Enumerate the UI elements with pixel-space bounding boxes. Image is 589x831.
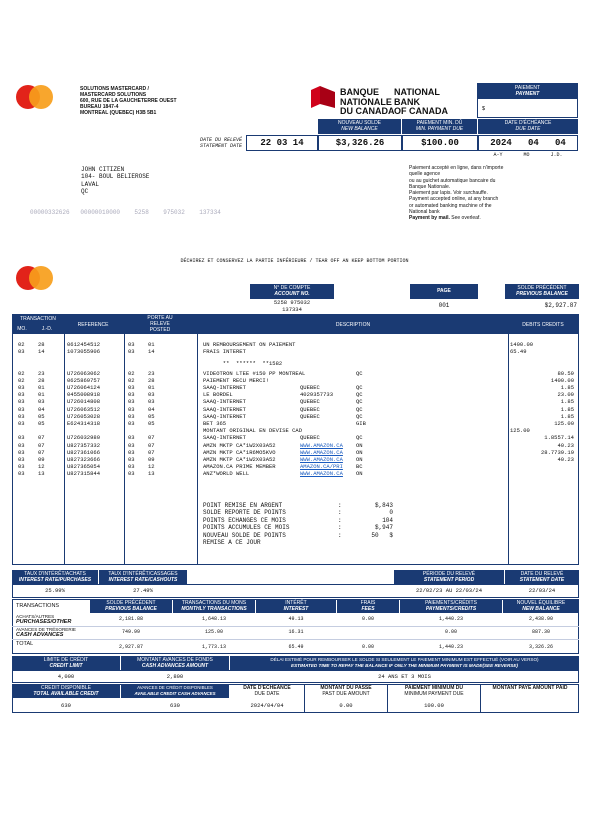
issuer-line: MONTREAL (QUEBEC) H3B 5B1 [80, 110, 157, 116]
amount: 1400.00 [510, 341, 534, 348]
totals-row-label [16, 642, 33, 648]
totals-divider [12, 626, 579, 627]
location: QUEBEC [300, 398, 320, 406]
amount-paid-field[interactable] [481, 699, 578, 712]
description: PAIEMENT RECU MERCI! [203, 376, 270, 384]
min-due: 100.00 [424, 702, 444, 709]
totals-monthly: 1,648.13 [201, 616, 226, 622]
amount: 28.7739.19 [540, 448, 574, 456]
totals-row-label-fr: TOTAL [16, 641, 34, 647]
location: QUEBEC [300, 384, 320, 391]
province: QC [356, 405, 363, 413]
description: AMZN MKTP CA*1R6MO5KVO [203, 448, 276, 456]
totals-prev: 749.99 [121, 629, 140, 635]
province: QC [356, 412, 363, 420]
reference-number: U726063512 [67, 405, 101, 413]
transaction-month: 03 [18, 391, 25, 399]
totals-new: 3,326.26 [528, 644, 553, 650]
points-label: POINTS ACCUMULES CE MOIS [203, 524, 290, 532]
amount: 1.85 [560, 412, 574, 420]
description: SAAQ-INTERNET [203, 434, 246, 442]
payment-label-fr: PAIEMENT [514, 85, 541, 91]
transaction-day: 04 [38, 405, 45, 413]
transaction-day: 14 [38, 348, 45, 356]
posted-month: 02 [128, 376, 135, 384]
reference-number: 1073055906 [67, 348, 101, 356]
purchase-rate: 25.99% [45, 587, 65, 594]
transaction-day: 23 [38, 369, 45, 377]
reference-number: U827361066 [67, 448, 101, 456]
amount: 1400.00 [550, 376, 574, 384]
transaction-month: 03 [18, 405, 25, 413]
customer-address [81, 166, 149, 196]
page-number: 001 [438, 302, 450, 309]
statement-date-header: DATE DU RELEVÉ STATEMENT DATE [505, 570, 579, 584]
account-reference-line: 00000332626 00000010000 5258 975032 137334 [30, 209, 221, 216]
location[interactable]: WWW.AMAZON.CA [300, 441, 343, 449]
transaction-day: 05 [38, 420, 45, 427]
amount: 40.23 [557, 441, 574, 449]
prev-balance-header: SOLDE PRÉCÉDENT PREVIOUS BALANCE [505, 284, 579, 299]
totals-monthly: 1,773.13 [201, 644, 226, 650]
points-colon: : [338, 531, 342, 539]
location[interactable]: WWW.AMAZON.CA [300, 448, 343, 456]
totals-new: 887.30 [531, 629, 550, 635]
description: LE BORDEL [203, 391, 233, 399]
credit-limit-header: LIMITE DE CRÉDIT CREDIT LIMIT [12, 656, 120, 670]
posted-day: 28 [148, 376, 155, 384]
description: AMAZON.CA PRIME MEMBER [203, 463, 276, 471]
cash-rate: 27.49% [133, 587, 153, 594]
totals-row-label [16, 627, 76, 638]
transaction-day: 28 [38, 341, 45, 348]
header-description: DESCRIPTION [335, 322, 371, 328]
payment-box[interactable] [477, 83, 578, 118]
points-colon: : [338, 509, 342, 517]
due-date-bottom-header: DATE D'ÉCHÉANCE DUE DATE [243, 685, 291, 697]
totals-pay: 0.00 [444, 629, 457, 635]
points-label: NOUVEAU SOLDE DE POINTS [203, 531, 286, 539]
points-row [203, 539, 403, 546]
province: ON [356, 456, 363, 463]
points-row [203, 517, 403, 524]
transaction-month: 03 [18, 420, 25, 427]
min-payment-header: PAIEMENT MIN. DÛ MIN. PAYMENT DUE [402, 119, 477, 134]
posted-month: 03 [128, 420, 135, 427]
bank-name-fr: BANQUE NATIONALE DU CANADA [340, 87, 395, 116]
posted-day: 14 [148, 348, 155, 356]
amount: 1.8557.14 [544, 434, 574, 442]
reference-number: 0612454512 [67, 341, 101, 348]
province: QC [356, 369, 363, 377]
totals-col-payments: PAIEMENTS/CRÉDITS PAYMENTS/CREDITS [400, 599, 502, 613]
posted-month: 02 [128, 369, 135, 377]
issuer-line: SOLUTIONS MASTERCARD / [80, 86, 149, 92]
reference-number: U827323666 [67, 456, 101, 463]
posted-day: 05 [148, 412, 155, 420]
location: QUEBEC [300, 434, 320, 442]
reference-number: U827315844 [67, 470, 101, 478]
amount: 1.85 [560, 384, 574, 391]
posted-day: 03 [148, 391, 155, 399]
totals-row-label-fr: ACHATS/AUTRES [16, 614, 55, 619]
issuer-line: MASTERCARD SOLUTIONS [80, 92, 147, 98]
transaction-day: 07 [38, 441, 45, 449]
min-due-header: PAIEMENT MINIMUM DÛ MINIMUM PAYMENT DUE [404, 685, 464, 697]
totals-col-prev: SOLDE PRÉCÉDENT PREVIOUS BALANCE [90, 599, 172, 613]
account-number: 5258 975032 137334 [273, 299, 311, 313]
prev-balance-value: $2,927.87 [544, 302, 577, 309]
transaction-month: 03 [18, 463, 25, 471]
transaction-day: 09 [38, 456, 45, 463]
statement-date-value: 22 03 14 [246, 135, 318, 151]
description: AMZN MKTP CA*1W2X03A52 [203, 441, 276, 449]
new-balance-header: NOUVEAU SOLDE NEW BALANCE [318, 119, 401, 134]
due-date-parts: A-Y MO J.D. [493, 152, 563, 158]
tearoff-instruction: DÉCHIREZ ET CONSERVEZ LA PARTIE INFÉRIEURE / TEAR OFF AN KEEP BOTTOM PORTION [180, 258, 409, 264]
header-jd: J.-D. [41, 326, 53, 332]
totals-fees: 0.00 [361, 644, 374, 650]
posted-month: 03 [128, 384, 135, 391]
posted-day: 03 [148, 398, 155, 406]
points-label: POINTS ECHANGES CE MOIS [203, 516, 286, 524]
amount: 40.23 [557, 456, 574, 463]
transaction-day: 01 [38, 384, 45, 391]
points-value: $,947 [374, 524, 393, 532]
description: SAAQ-INTERNET [203, 412, 246, 420]
province: GIB [356, 420, 366, 427]
province: QC [356, 398, 363, 406]
posted-day: 01 [148, 384, 155, 391]
bank-name-en: NATIONAL BANK OF CANADA [394, 87, 448, 116]
reference-number: 0625869757 [67, 376, 101, 384]
description: AMZN MKTP CA*1W2X03A52 [203, 456, 276, 463]
posted-month: 03 [128, 470, 135, 478]
posted-month: 03 [128, 405, 135, 413]
reference-number: U726063062 [67, 369, 101, 377]
posted-day: 07 [148, 448, 155, 456]
totals-monthly: 125.00 [204, 629, 223, 635]
posted-day: 13 [148, 470, 155, 478]
transaction-day: 12 [38, 463, 45, 471]
mastercard-logo [14, 83, 54, 111]
repay-time-header: DÉLAI ESTIMÉ POUR REMBOURSER LE SOLDE SI SEULEMENT LE PAIEMENT MINIMUM EST EFFECTUÉ (VOIR AU VERSO) ESTIMATED TIME TO REPAY THE BALANCE IF ONLY THE MINIMUM PAYMENT IS MADE(SEE REVERSE) [230, 656, 579, 670]
posted-day: 07 [148, 441, 155, 449]
location: QUEBEC [300, 412, 320, 420]
province: ON [356, 441, 363, 449]
transaction-month: 03 [18, 441, 25, 449]
points-value: 0 [389, 509, 393, 517]
posted-day: 04 [148, 405, 155, 413]
posted-month: 03 [128, 412, 135, 420]
province: QC [356, 384, 363, 391]
amount-paid-header: MONTANT PAYÉ AMOUNT PAID [492, 685, 568, 691]
reference-number: 0455008918 [67, 391, 101, 399]
points-row [203, 532, 403, 539]
reference-number: E624314318 [67, 420, 101, 427]
posted-month: 03 [128, 348, 135, 356]
available-cash: 630 [170, 702, 180, 709]
cash-rate-header: TAUX D'INTÉRÊT/CASSAGES INTEREST RATE/CASHOUTS [99, 570, 187, 584]
points-value: 50 $ [371, 531, 393, 539]
totals-interest: 16.31 [288, 629, 304, 635]
totals-col-monthly: TRANSACTIONS DU MONS MONTHLY TRANSACTIONS [173, 599, 255, 613]
points-label: REMISE A CE JOUR [203, 538, 261, 546]
description: ** ****** **1582 [203, 360, 283, 368]
transaction-day: 13 [38, 470, 45, 478]
transaction-month: 03 [18, 470, 25, 478]
amount: 80.59 [557, 369, 574, 377]
province: ON [356, 448, 363, 456]
account-no-header: N° DE COMPTE ACCOUNT NO. [250, 284, 334, 299]
cash-advances: 2,800 [166, 673, 184, 680]
mastercard-logo-bottom [14, 264, 54, 292]
payment-note: Paiement accepté en ligne, dans n'importe quelle agence ou au guichet automatique bancaire du Banque Nationale. Paiement par lapis. Voir surchauffe. Payment accepted online, at any branch or automated banking machine of the National bank Payment by mail. See overleaf. [409, 165, 504, 222]
page-header: PAGE [410, 284, 478, 299]
reference-number: U726064124 [67, 384, 101, 391]
transaction-month: 02 [18, 341, 25, 348]
mastercard-orange-circle [29, 85, 53, 109]
transaction-month: 03 [18, 398, 25, 406]
posted-month: 03 [128, 463, 135, 471]
reference-number: U827357332 [67, 441, 101, 449]
past-due-header: MONTANT DU PASSÉ PAST DUE AMOUNT [320, 685, 372, 697]
reference-number: U726032980 [67, 434, 101, 442]
location: 4029357733 [300, 391, 334, 399]
issuer-line: BUREAU 1847-4 [80, 104, 119, 110]
totals-col-new: NOUVEL ÉQUILIBRE NEW BALANCE [503, 599, 579, 613]
statement-period: 22/02/23 AU 22/03/24 [415, 587, 482, 594]
min-payment-value: $100.00 [402, 135, 478, 151]
points-colon: : [338, 524, 342, 532]
header-transaction: TRANSACTION [20, 316, 56, 322]
totals-row-label-en: CASH ADVANCES [16, 631, 64, 638]
statement-date-bottom: 22/03/24 [528, 587, 556, 594]
posted-day: 07 [148, 434, 155, 442]
amount: 65.49 [510, 348, 527, 356]
totals-row-label-en: PURCHASES/OTHER [16, 618, 72, 625]
transaction-day: 07 [38, 434, 45, 442]
posted-month: 03 [128, 448, 135, 456]
totals-new: 2,438.90 [528, 616, 553, 622]
transaction-month: 03 [18, 448, 25, 456]
posted-month: 03 [128, 391, 135, 399]
transaction-month: 03 [18, 348, 25, 356]
available-credit-header: CRÉDIT DISPONIBLE TOTAL AVAILABLE CREDIT [12, 684, 120, 698]
customer-street: 104- BOUL BELIEROSE [81, 173, 150, 181]
due-date-bottom: 2024/04/04 [250, 702, 284, 709]
province: ON [356, 470, 363, 478]
description: SAAQ-INTERNET [203, 384, 246, 391]
totals-col-transactions: TRANSACTIONS [16, 603, 60, 609]
header-mo: MO. [17, 326, 27, 332]
points-colon: : [338, 516, 342, 524]
purchase-rate-header: TAUX D'INTÉRÊT/ACHATS INTEREST RATE/PURCHASES [12, 570, 98, 584]
location: QUEBEC [300, 405, 320, 413]
totals-col-fees: FRAIS FEES [337, 599, 399, 613]
available-credit: 630 [61, 702, 71, 709]
header-reference: REFERENCE [77, 322, 109, 328]
location[interactable]: WWW.AMAZON.CA [300, 456, 343, 463]
points-label: SOLDE REPORTE DE POINTS [203, 509, 286, 517]
new-balance-value: $3,326.26 [318, 135, 402, 151]
transaction-day: 01 [38, 391, 45, 399]
amount: 125.00 [510, 427, 530, 435]
totals-interest: 49.13 [288, 616, 304, 622]
description: VIDEOTRON LTEE #150 PP MONTREAL [203, 369, 306, 377]
totals-interest: 65.49 [288, 644, 304, 650]
description: ANZ*WORLD WELL [203, 470, 250, 478]
points-value: 104 [382, 516, 393, 524]
totals-row-label-fr: AVANCES DE TRÉSORERIE [16, 627, 76, 632]
totals-pay: 1,440.23 [438, 644, 463, 650]
transaction-month: 03 [18, 434, 25, 442]
posted-month: 03 [128, 434, 135, 442]
customer-name: JOHN CITIZEN [81, 166, 125, 173]
points-value: $,843 [374, 502, 393, 509]
header-posted: PORTE AU RELEVE POSTED [147, 315, 173, 333]
points-colon: : [338, 502, 342, 509]
location[interactable]: AMAZON.CA/PRI [300, 463, 343, 471]
past-due: 0.00 [339, 702, 353, 709]
totals-fees: 0.00 [361, 616, 374, 622]
posted-day: 12 [148, 463, 155, 471]
amount: 1.85 [560, 405, 574, 413]
payment-label-en: PAYMENT [515, 91, 540, 97]
transaction-month: 03 [18, 456, 25, 463]
totals-prev: 2,927.87 [118, 644, 143, 650]
customer-province: QC [81, 188, 89, 196]
header-amount: DEBITS CREDITS [522, 322, 564, 328]
transaction-day: 07 [38, 448, 45, 456]
posted-month: 03 [128, 341, 135, 348]
description: MONTANT ORIGINAL EN DEVISE CAD [203, 427, 303, 435]
description: UN REMBOURSEMENT ON PAIEMENT [203, 341, 296, 348]
location[interactable]: WWW.AMAZON.CA [300, 470, 343, 478]
amount: 1.85 [560, 398, 574, 406]
repay-time: 24 ANS ET 3 MOIS [378, 673, 431, 680]
province: QC [356, 391, 363, 399]
posted-day: 23 [148, 369, 155, 377]
available-cash-header: AVANCES DE CRÉDIT DISPONIBLES AVAILABLE CREDIT CASH ADVANCES [121, 684, 229, 698]
totals-pay: 1,440.23 [438, 616, 463, 622]
due-date-header: DATE D'ÉCHÉANCE DUE DATE [478, 119, 578, 134]
mastercard-orange-circle [29, 266, 53, 290]
transaction-month: 03 [18, 384, 25, 391]
credit-limit: 4,000 [57, 673, 75, 680]
points-summary [203, 502, 403, 546]
description: BET 365 [203, 420, 227, 427]
transaction-day: 28 [38, 376, 45, 384]
transaction-month: 02 [18, 369, 25, 377]
description: FRAIS INTERET [203, 348, 246, 356]
statement-date-label: DATE DU RELEVÉ STATEMENT DATE [199, 137, 242, 149]
due-date-value: 2024 04 04 [478, 135, 578, 151]
totals-prev: 2,181.88 [118, 616, 143, 622]
totals-row-label [16, 614, 71, 625]
issuer-line: 600, RUE DE LA GAUCHETERRE OUEST [80, 98, 177, 104]
transaction-month: 03 [18, 412, 25, 420]
amount: 23.00 [557, 391, 574, 399]
points-label: POINT REMISE EN ARGENT [203, 502, 283, 509]
points-row [203, 502, 403, 509]
points-row [203, 524, 403, 531]
posted-day: 09 [148, 456, 155, 463]
issuer-address [80, 86, 177, 116]
bank-logo-icon [311, 86, 335, 108]
reference-number: U726014808 [67, 398, 101, 406]
description: SAAQ-INTERNET [203, 398, 246, 406]
province: BC [356, 463, 363, 471]
totals-col-interest: INTÉRÊT INTEREST [256, 599, 336, 613]
posted-day: 01 [148, 341, 155, 348]
posted-day: 05 [148, 420, 155, 427]
statement-period-header: PÉRIODE DU RELEVÉ STATEMENT PERIOD [394, 570, 504, 584]
reference-number: U827365054 [67, 463, 101, 471]
reference-number: U726053028 [67, 412, 101, 420]
transaction-month: 02 [18, 376, 25, 384]
province: QC [356, 434, 363, 442]
transaction-day: 03 [38, 398, 45, 406]
description: SAAQ-INTERNET [203, 405, 246, 413]
totals-divider [12, 639, 579, 640]
transaction-day: 05 [38, 412, 45, 420]
points-row [203, 509, 403, 516]
posted-month: 03 [128, 456, 135, 463]
posted-month: 03 [128, 441, 135, 449]
cash-advances-header: MONTANT AVANCES DE FONDS CASH ADVANCES AMOUNT [121, 656, 229, 670]
payment-dollar-sign: $ [482, 106, 486, 112]
amount: 125.00 [554, 420, 574, 427]
customer-city: LAVAL [81, 180, 100, 188]
posted-month: 03 [128, 398, 135, 406]
